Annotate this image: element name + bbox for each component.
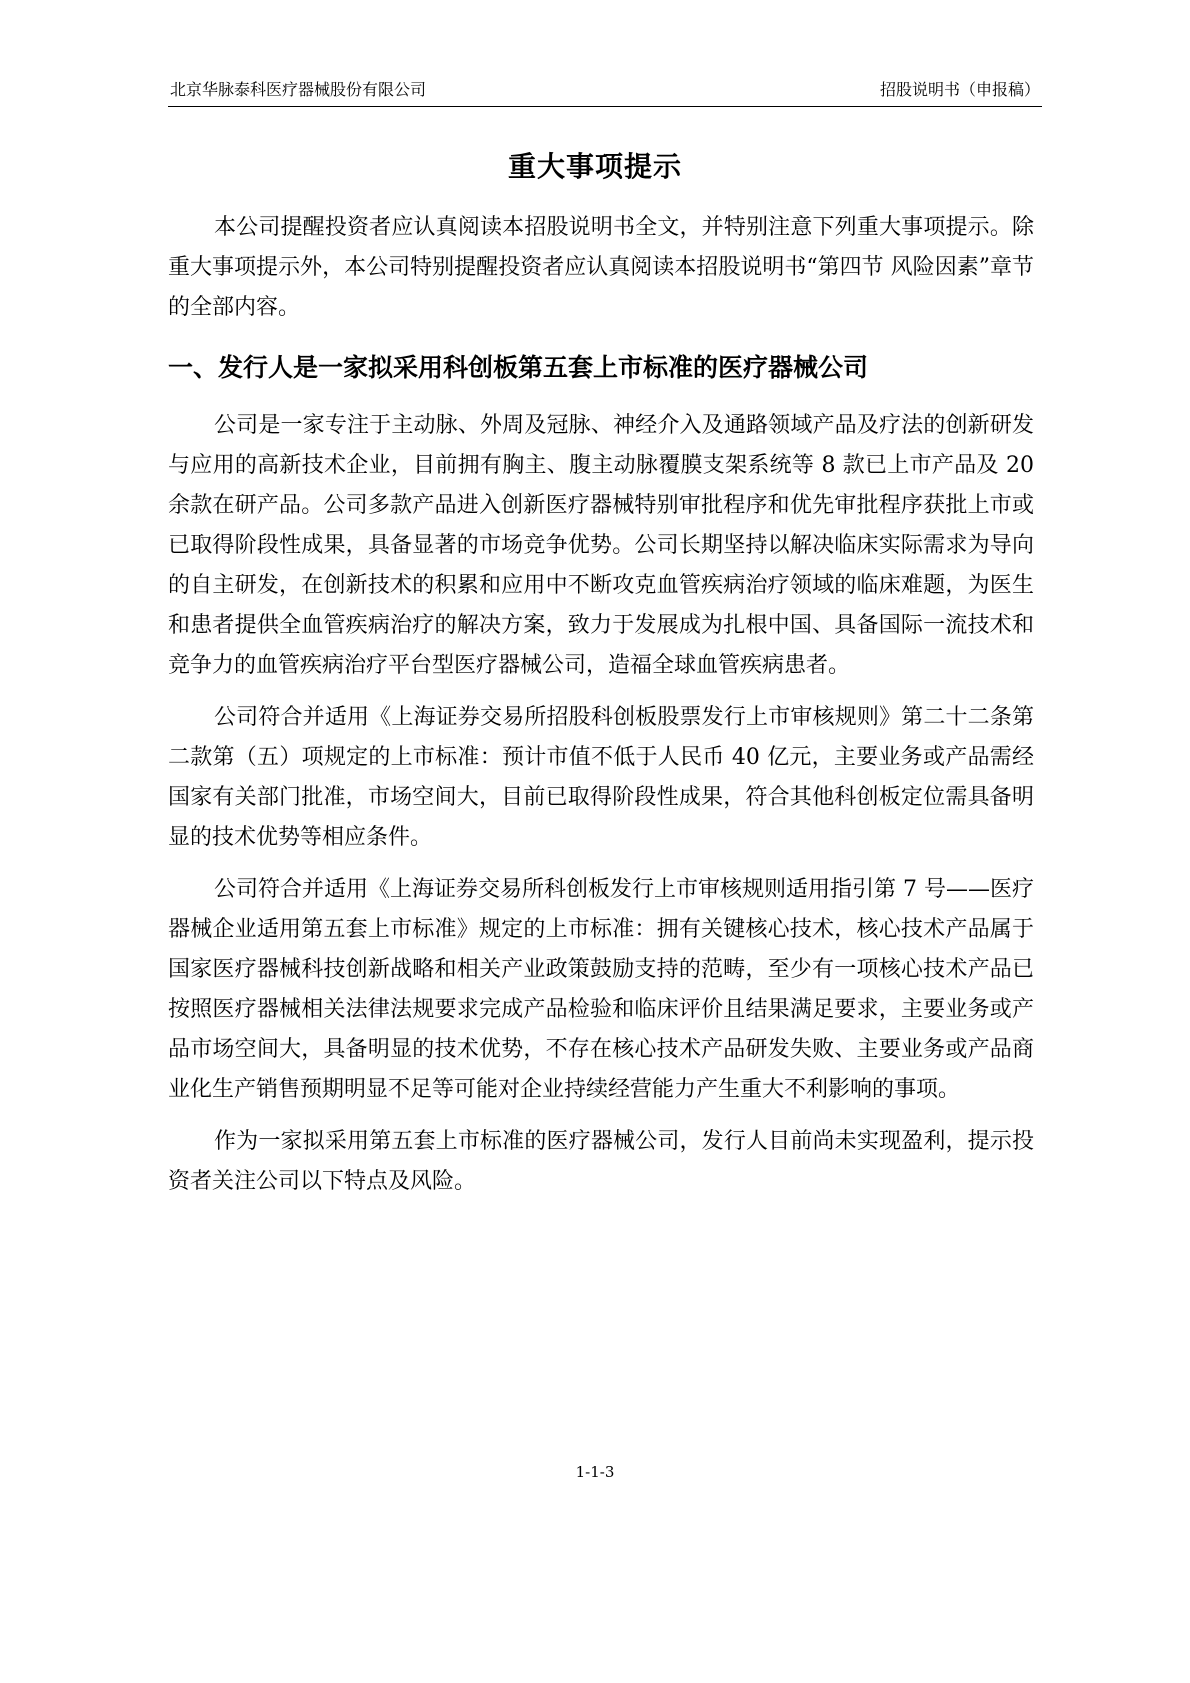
running-header [168, 78, 1042, 107]
section-heading: 一、发行人是一家拟采用科创板第五套上市标准的医疗器械公司 [168, 353, 869, 382]
body-paragraph-2: 公司符合并适用《上海证券交易所招股科创板股票发行上市审核规则》第二十二条第二款第（五）项规定的上市标准：预计市值不低于人民币 40 亿元，主要业务或产品需经国家有关部门批准，市场空间大，目前已取得阶段性成果，符合其他科创板定位需具备明显的技术优势等相应条件。 [168, 705, 1034, 850]
page-title: 重大事项提示 [507, 150, 682, 183]
document-body [168, 208, 1034, 1202]
body-paragraph-1: 公司是一家专注于主动脉、外周及冠脉、神经介入及通路领域产品及疗法的创新研发与应用的高新技术企业，目前拥有胸主、腹主动脉覆膜支架系统等 8 款已上市产品及 20 余款在研产品。公司多款产品进入创新医疗器械特别审批程序和优先审批程序获批上市或已取得阶段性成果，具备显著的市场竞争优势。公司长期坚持以解决临床实际需求为导向的自主研发，在创新技术的积累和应用中不断攻克血管疾病治疗领域的临床难题，为医生和患者提供全血管疾病治疗的解决方案，致力于发展成为扎根中国、具备国际一流技术和竞争力的血管疾病治疗平台型医疗器械公司，造福全球血管疾病患者。 [168, 413, 1034, 678]
body-paragraph-4: 作为一家拟采用第五套上市标准的医疗器械公司，发行人目前尚未实现盈利，提示投资者关注公司以下特点及风险。 [168, 1129, 1034, 1194]
body-paragraph-3: 公司符合并适用《上海证券交易所科创板发行上市审核规则适用指引第 7 号——医疗器械企业适用第五套上市标准》规定的上市标准：拥有关键核心技术，核心技术产品属于国家医疗器械科技创新战略和相关产业政策鼓励支持的范畴，至少有一项核心技术产品已按照医疗器械相关法律法规要求完成产品检验和临床评价且结果满足要求，主要业务或产品市场空间大，具备明显的技术优势，不存在核心技术产品研发失败、主要业务或产品商业化生产销售预期明显不足等可能对企业持续经营能力产生重大不利影响的事项。 [168, 877, 1034, 1102]
intro-paragraph: 本公司提醒投资者应认真阅读本招股说明书全文，并特别注意下列重大事项提示。除重大事项提示外，本公司特别提醒投资者应认真阅读本招股说明书“第四节 风险因素”章节的全部内容。 [168, 215, 1034, 320]
header-company-name: 北京华脉泰科医疗器械股份有限公司 [170, 80, 427, 99]
header-document-type: 招股说明书（申报稿） [879, 80, 1040, 99]
page-number: 1-1-3 [575, 1463, 615, 1481]
